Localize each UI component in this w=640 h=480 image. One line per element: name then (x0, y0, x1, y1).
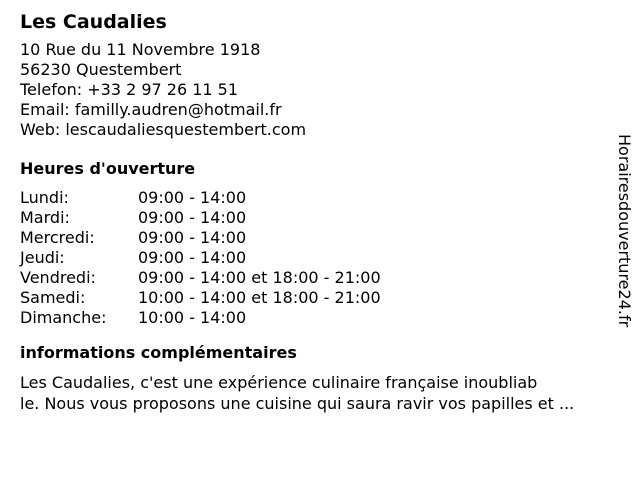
web-line: Web: lescaudaliesquestembert.com (20, 120, 307, 139)
business-name: Les Caudalies (20, 11, 167, 33)
hours-time: 09:00 - 14:00 (138, 208, 247, 227)
hours-row-jeudi (20, 248, 600, 268)
hours-row-vendredi (20, 268, 600, 288)
hours-time: 10:00 - 14:00 et 18:00 - 21:00 (138, 288, 381, 307)
description-line-2: le. Nous vous proposons une cuisine qui saura ravir vos papilles et ... (20, 394, 575, 413)
hours-heading: Heures d'ouverture (20, 159, 196, 178)
hours-day: Samedi: (20, 288, 86, 307)
address-line-2: 56230 Questembert (20, 60, 182, 79)
hours-day: Mardi: (20, 208, 70, 227)
hours-row-samedi (20, 288, 600, 308)
hours-table (20, 188, 600, 328)
phone-line: Telefon: +33 2 97 26 11 51 (20, 80, 239, 99)
hours-row-mardi (20, 208, 600, 228)
description-line-1: Les Caudalies, c'est une expérience culinaire française inoubliab (20, 373, 538, 392)
hours-day: Vendredi: (20, 268, 96, 287)
site-watermark: Horairesdouverture24.fr (615, 134, 634, 328)
hours-day: Dimanche: (20, 308, 107, 327)
hours-row-mercredi (20, 228, 600, 248)
hours-row-lundi (20, 188, 600, 208)
hours-row-dimanche (20, 308, 600, 328)
extra-info-heading: informations complémentaires (20, 343, 297, 362)
hours-time: 09:00 - 14:00 (138, 188, 247, 207)
hours-time: 09:00 - 14:00 et 18:00 - 21:00 (138, 268, 381, 287)
hours-time: 10:00 - 14:00 (138, 308, 247, 327)
hours-day: Jeudi: (20, 248, 65, 267)
description-block (20, 372, 600, 414)
hours-time: 09:00 - 14:00 (138, 248, 247, 267)
contact-block (20, 40, 600, 140)
hours-day: Lundi: (20, 188, 69, 207)
business-card (20, 8, 600, 414)
email-line: Email: familly.audren@hotmail.fr (20, 100, 282, 119)
hours-time: 09:00 - 14:00 (138, 228, 247, 247)
hours-day: Mercredi: (20, 228, 95, 247)
address-line-1: 10 Rue du 11 Novembre 1918 (20, 40, 261, 59)
